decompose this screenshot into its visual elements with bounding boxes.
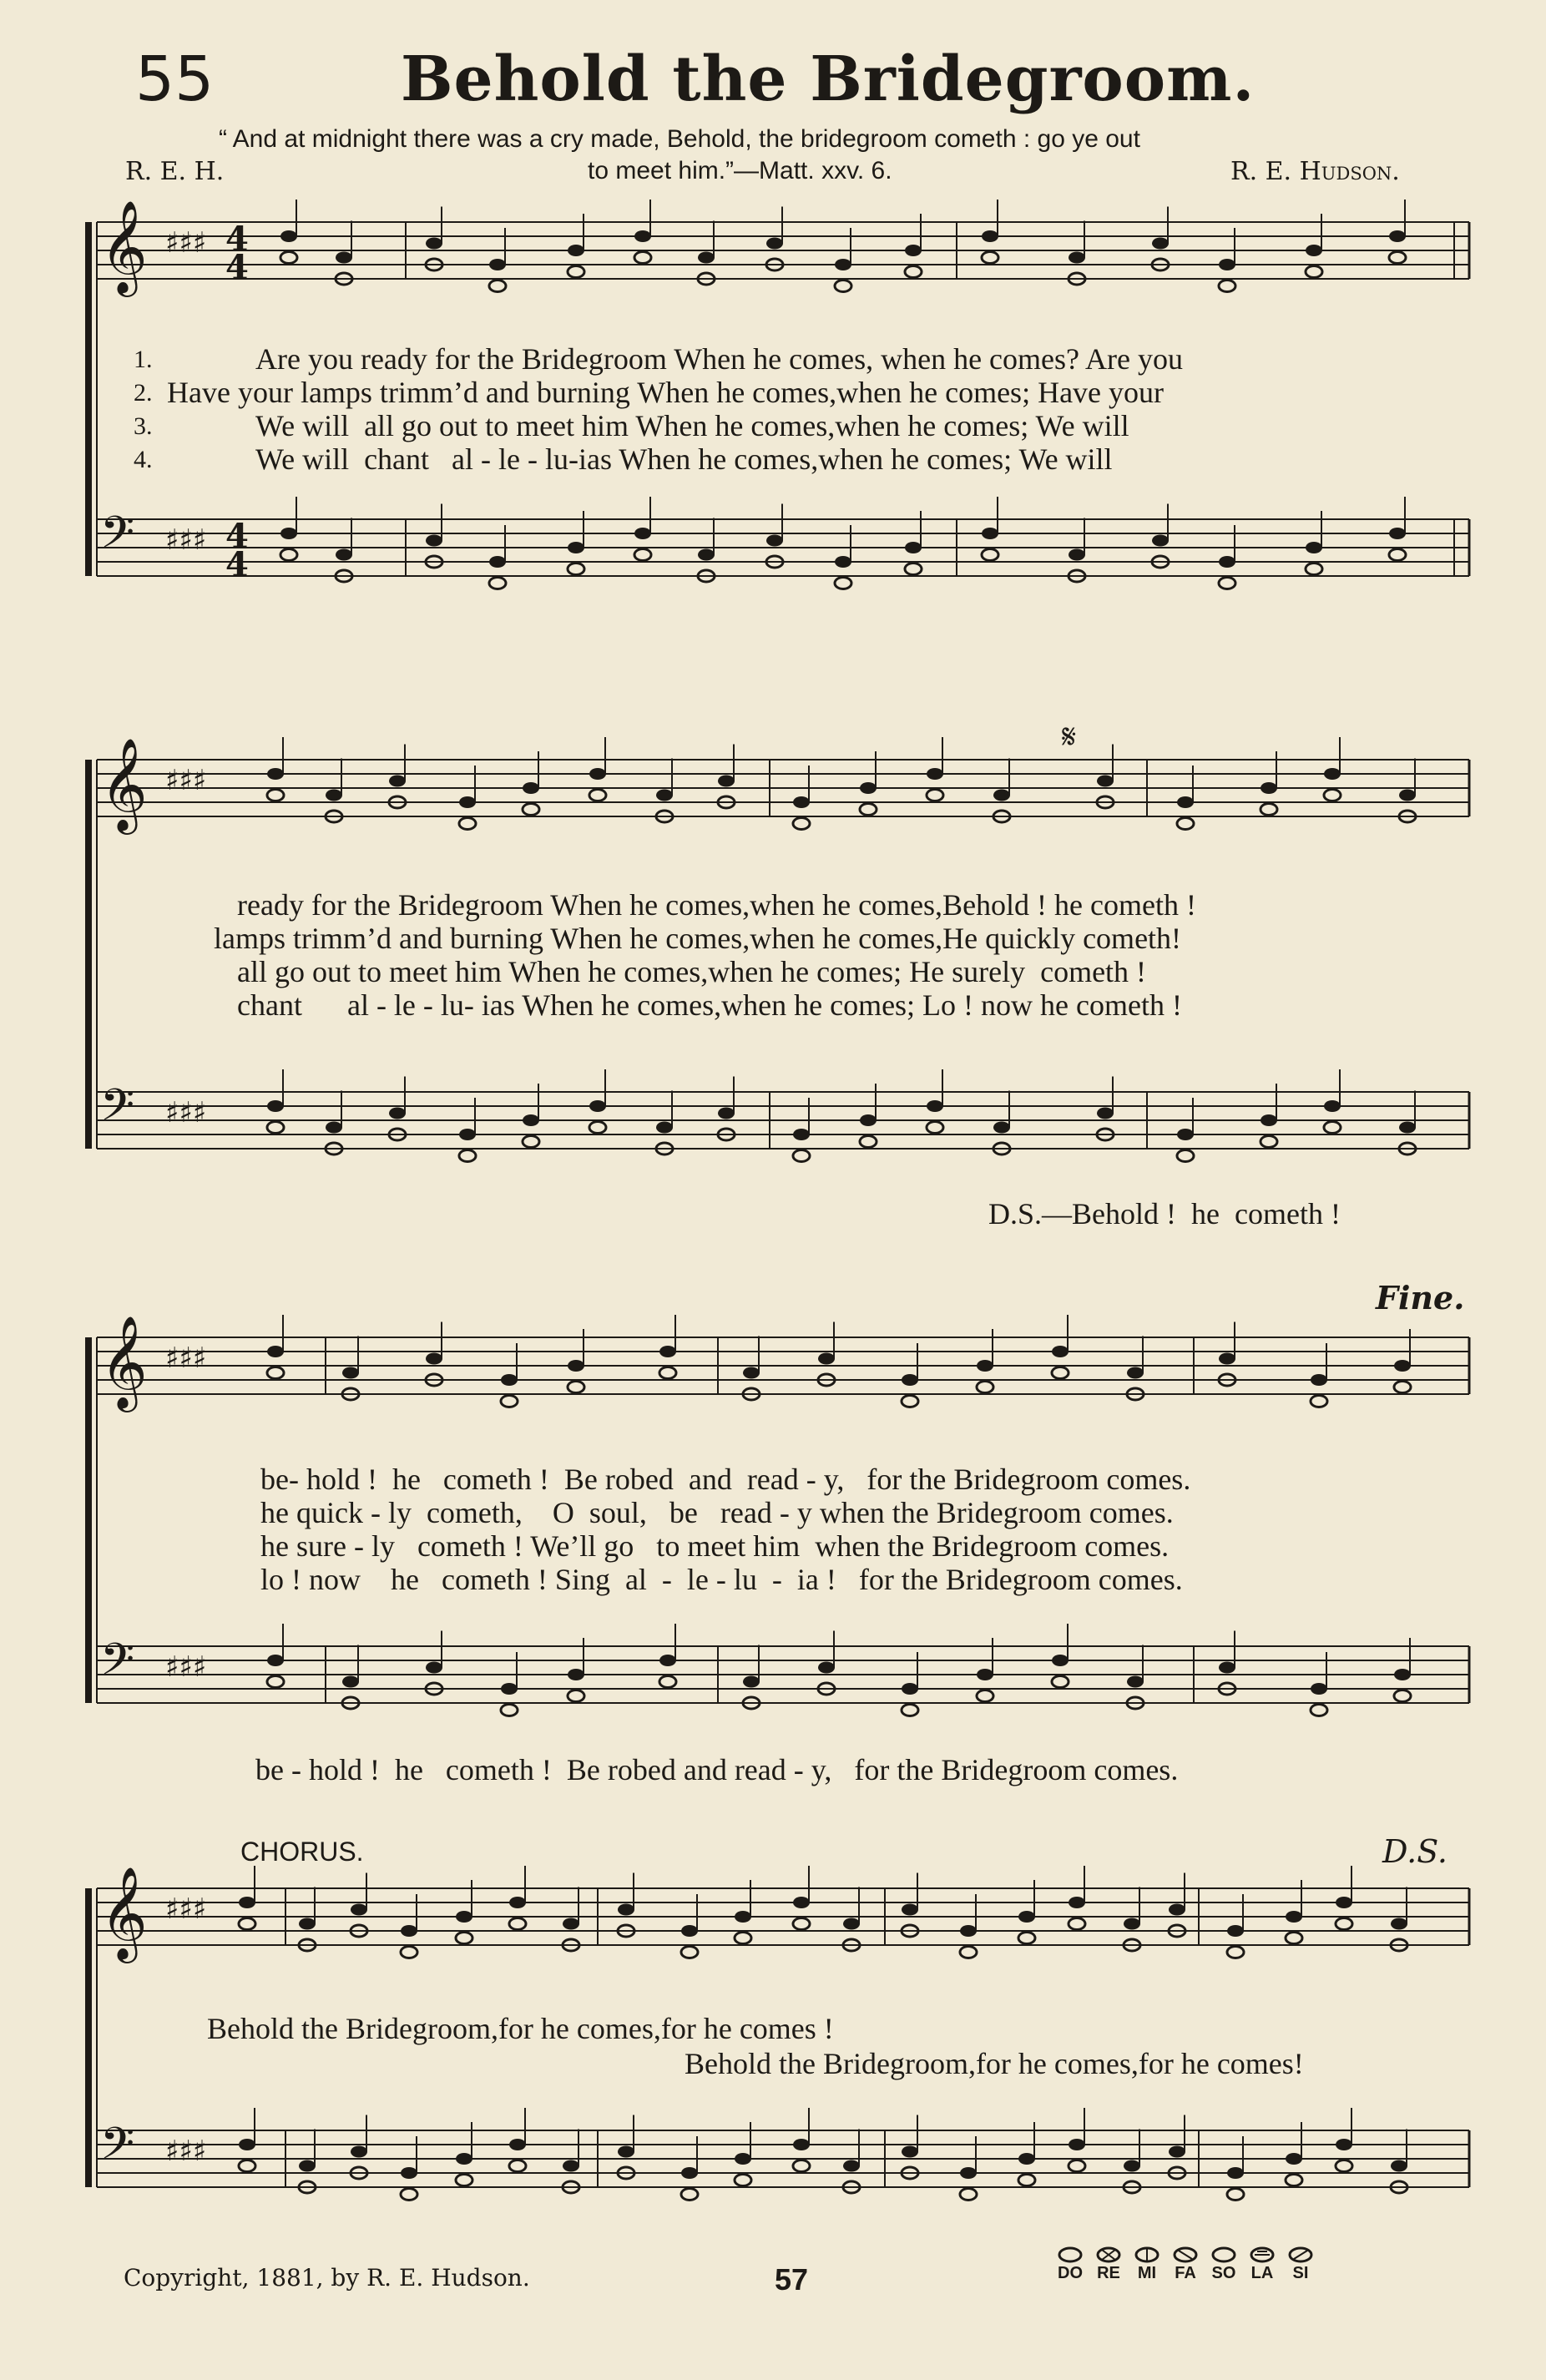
time-signature: 4 — [225, 545, 249, 584]
note-head — [589, 768, 606, 780]
note-head — [1219, 556, 1235, 568]
note-head — [743, 1676, 760, 1688]
note-head — [1311, 1396, 1327, 1407]
note-head — [459, 796, 476, 808]
note-head — [459, 1150, 476, 1162]
chorus-label: CHORUS. — [240, 1837, 364, 1867]
verse-line: We will chant al - le - lu-ias When he comes,when he comes; We will — [255, 442, 1113, 476]
note-head — [568, 245, 584, 256]
note-head — [766, 238, 783, 250]
dal-segno-marking: D.S. — [1382, 1833, 1447, 1870]
note-head — [1169, 2146, 1185, 2158]
note-head — [634, 528, 651, 539]
note-head — [982, 230, 998, 242]
note-head — [793, 1150, 810, 1162]
note-head — [1311, 1683, 1327, 1695]
note-head — [1311, 1705, 1327, 1716]
note-head — [659, 1655, 676, 1666]
note-head — [267, 1676, 284, 1688]
note-head — [681, 1925, 698, 1937]
hymn-title: Behold the Bridegroom. — [401, 43, 1255, 115]
epigraph-line: “ And at midnight there was a cry made, Behold, the bridegroom cometh : go ye out — [219, 125, 1140, 153]
note-head — [927, 1100, 943, 1112]
note-head — [993, 790, 1010, 801]
note-head — [1324, 768, 1341, 780]
note-head — [735, 2175, 751, 2186]
note-head — [1391, 2160, 1407, 2172]
note-head — [1286, 2153, 1302, 2165]
verse-number: 2. — [134, 379, 153, 407]
note-head — [1069, 252, 1085, 264]
note-head — [860, 1114, 877, 1126]
bass-clef-icon: 𝄢 — [100, 508, 135, 569]
note-head — [718, 1108, 735, 1119]
verse-line: he quick - ly cometh, O soul, be read - y when the Bridegroom comes. — [260, 1496, 1174, 1529]
time-signature: 4 — [225, 220, 249, 259]
note-head — [1336, 1918, 1352, 1930]
note-head — [1097, 1108, 1114, 1119]
note-head — [1069, 2139, 1085, 2150]
note-head — [793, 818, 810, 830]
lyricist-credit: R. E. H. — [125, 157, 225, 186]
note-head — [656, 790, 673, 801]
note-head — [1336, 2160, 1352, 2172]
note-head — [509, 1918, 526, 1930]
note-head — [982, 528, 998, 539]
note-head — [1391, 1918, 1407, 1930]
note-head — [1261, 1114, 1277, 1126]
verse-number: 4. — [134, 446, 153, 473]
note-head — [1306, 266, 1322, 278]
note-head — [1124, 1918, 1140, 1930]
note-head — [1219, 578, 1235, 589]
so-shape-icon — [1210, 2246, 1237, 2264]
note-head — [634, 252, 651, 264]
note-head — [860, 782, 877, 794]
note-head — [267, 1367, 284, 1379]
time-signature: 4 — [225, 248, 249, 287]
note-head — [843, 2160, 860, 2172]
shape-note-re — [1090, 2246, 1127, 2283]
note-head — [835, 280, 851, 292]
verse-line: be- hold ! he cometh ! Be robed and read - y, for the Bridegroom comes. — [260, 1463, 1191, 1496]
note-head — [977, 1360, 993, 1372]
note-head — [659, 1367, 676, 1379]
note-head — [401, 2189, 417, 2201]
note-head — [426, 535, 442, 547]
note-head — [618, 1904, 634, 1916]
note-head — [960, 1925, 977, 1937]
note-head — [389, 1108, 406, 1119]
note-head — [239, 2139, 255, 2150]
note-head — [1324, 1122, 1341, 1134]
note-head — [618, 2146, 634, 2158]
note-head — [589, 790, 606, 801]
key-signature-sharps: ♯♯♯ — [165, 226, 207, 260]
note-head — [1177, 796, 1194, 808]
note-head — [1219, 1353, 1235, 1365]
note-head — [793, 796, 810, 808]
note-head — [267, 1346, 284, 1357]
note-head — [743, 1367, 760, 1379]
shape-note-do — [1052, 2246, 1089, 2283]
note-head — [1219, 280, 1235, 292]
note-head — [835, 578, 851, 589]
note-head — [523, 782, 539, 794]
note-head — [280, 528, 297, 539]
fine-marking: Fine. — [1376, 1279, 1465, 1316]
note-head — [860, 1136, 877, 1148]
shape-note-label: FA — [1175, 2264, 1196, 2282]
time-signature: 4 — [225, 517, 249, 556]
note-head — [1227, 1947, 1244, 1958]
note-head — [523, 1136, 539, 1148]
verse-line: chant al - le - lu- ias When he comes,when he comes; Lo ! now he cometh ! — [237, 988, 1182, 1022]
bass-clef-icon: 𝄢 — [100, 1635, 135, 1696]
note-head — [1219, 259, 1235, 270]
shape-note-label: SO — [1211, 2264, 1236, 2282]
note-head — [456, 1911, 472, 1923]
note-head — [426, 1662, 442, 1674]
note-head — [1261, 782, 1277, 794]
key-signature-sharps: ♯♯♯ — [165, 1096, 207, 1129]
bass-clef-icon: 𝄢 — [100, 1080, 135, 1142]
note-head — [1052, 1676, 1069, 1688]
note-head — [326, 790, 342, 801]
note-head — [793, 1897, 810, 1908]
note-head — [1152, 535, 1169, 547]
note-head — [267, 1655, 284, 1666]
note-head — [523, 804, 539, 816]
note-head — [489, 556, 506, 568]
composer-credit: R. E. Hudson. — [1230, 157, 1400, 186]
bass-clef-icon: 𝄢 — [100, 2119, 135, 2180]
note-head — [239, 1918, 255, 1930]
note-head — [326, 1122, 342, 1134]
verse-line: Have your lamps trimm’d and burning When he comes,when he comes; Have your — [167, 376, 1165, 409]
treble-clef-icon: 𝄞 — [100, 200, 148, 293]
note-head — [1127, 1367, 1144, 1379]
note-head — [977, 1690, 993, 1702]
note-head — [1018, 1911, 1035, 1923]
note-head — [1336, 1897, 1352, 1908]
dal-segno-lyric: be - hold ! he cometh ! Be robed and read - y, for the Bridegroom comes. — [255, 1753, 1179, 1786]
note-head — [1018, 1933, 1035, 1944]
note-head — [902, 2146, 918, 2158]
note-head — [843, 1918, 860, 1930]
note-head — [1124, 2160, 1140, 2172]
key-signature-sharps: ♯♯♯ — [165, 1342, 207, 1375]
note-head — [299, 2160, 316, 2172]
note-head — [905, 542, 922, 553]
note-head — [1389, 528, 1406, 539]
chorus-lyric-line: Behold the Bridegroom,for he comes,for he comes ! — [207, 2012, 834, 2045]
note-head — [568, 542, 584, 553]
page-number: 57 — [775, 2262, 809, 2297]
note-head — [960, 1947, 977, 1958]
note-head — [1261, 1136, 1277, 1148]
note-head — [1286, 1911, 1302, 1923]
note-head — [835, 259, 851, 270]
note-head — [280, 252, 297, 264]
note-head — [456, 2153, 472, 2165]
verse-line: all go out to meet him When he comes,when he comes; He surely cometh ! — [237, 955, 1147, 988]
note-head — [718, 776, 735, 787]
note-head — [1227, 1925, 1244, 1937]
shape-note-fa — [1167, 2246, 1204, 2283]
note-head — [389, 776, 406, 787]
note-head — [681, 1947, 698, 1958]
note-head — [456, 1933, 472, 1944]
note-head — [1261, 804, 1277, 816]
note-head — [927, 790, 943, 801]
note-head — [735, 1933, 751, 1944]
note-head — [426, 1353, 442, 1365]
note-head — [351, 1904, 367, 1916]
note-head — [239, 2160, 255, 2172]
note-head — [1306, 245, 1322, 256]
note-head — [267, 1100, 284, 1112]
note-head — [568, 1382, 584, 1393]
note-head — [1018, 2175, 1035, 2186]
la-shape-icon — [1249, 2246, 1276, 2264]
note-head — [589, 1100, 606, 1112]
note-head — [1306, 542, 1322, 553]
note-head — [336, 252, 352, 264]
note-head — [501, 1683, 518, 1695]
key-signature-sharps: ♯♯♯ — [165, 764, 207, 797]
note-head — [977, 1669, 993, 1680]
note-head — [860, 804, 877, 816]
shape-note-la — [1244, 2246, 1281, 2283]
note-head — [568, 266, 584, 278]
note-head — [1052, 1367, 1069, 1379]
note-head — [905, 266, 922, 278]
note-head — [280, 549, 297, 561]
treble-clef-icon: 𝄞 — [100, 737, 148, 831]
note-head — [1069, 2160, 1085, 2172]
note-head — [501, 1396, 518, 1407]
verse-line: We will all go out to meet him When he comes,when he comes; We will — [255, 409, 1129, 442]
treble-clef-icon: 𝄞 — [100, 1866, 148, 1959]
note-head — [835, 556, 851, 568]
key-signature-sharps: ♯♯♯ — [165, 2135, 207, 2168]
note-head — [735, 1911, 751, 1923]
copyright-notice: Copyright, 1881, by R. E. Hudson. — [124, 2264, 530, 2292]
note-head — [1052, 1346, 1069, 1357]
note-head — [523, 1114, 539, 1126]
note-head — [766, 535, 783, 547]
note-head — [1286, 2175, 1302, 2186]
note-head — [299, 1918, 316, 1930]
note-head — [456, 2175, 472, 2186]
note-head — [1177, 1150, 1194, 1162]
note-head — [1324, 790, 1341, 801]
note-head — [793, 2160, 810, 2172]
note-head — [960, 2189, 977, 2201]
epigraph-line: to meet him.”—Matt. xxv. 6. — [588, 157, 892, 184]
re-shape-icon — [1095, 2246, 1122, 2264]
note-head — [902, 1705, 918, 1716]
note-head — [1324, 1100, 1341, 1112]
note-head — [982, 549, 998, 561]
note-head — [489, 578, 506, 589]
shape-note-label: RE — [1097, 2264, 1120, 2282]
note-head — [1069, 1918, 1085, 1930]
si-shape-icon — [1287, 2246, 1314, 2264]
note-head — [459, 818, 476, 830]
note-head — [902, 1374, 918, 1386]
note-head — [1127, 1676, 1144, 1688]
shape-note-label: SI — [1292, 2264, 1309, 2282]
note-head — [1399, 790, 1416, 801]
note-head — [509, 1897, 526, 1908]
note-head — [818, 1662, 835, 1674]
note-head — [501, 1705, 518, 1716]
fa-shape-icon — [1172, 2246, 1199, 2264]
note-head — [401, 1947, 417, 1958]
note-head — [905, 245, 922, 256]
note-head — [1227, 2189, 1244, 2201]
verse-line: Are you ready for the Bridegroom When he comes, when he comes? Are you — [255, 342, 1183, 376]
note-head — [1018, 2153, 1035, 2165]
note-head — [977, 1382, 993, 1393]
note-head — [698, 252, 715, 264]
note-head — [982, 252, 998, 264]
note-head — [280, 230, 297, 242]
note-head — [459, 1129, 476, 1140]
note-head — [336, 549, 352, 561]
note-head — [509, 2139, 526, 2150]
note-head — [1394, 1382, 1411, 1393]
note-head — [960, 2167, 977, 2179]
note-head — [1389, 230, 1406, 242]
note-head — [1152, 238, 1169, 250]
shape-note-label: LA — [1250, 2264, 1274, 2282]
note-head — [489, 259, 506, 270]
segno-icon: 𝄋 — [1062, 718, 1077, 756]
mi-shape-icon — [1134, 2246, 1160, 2264]
note-head — [489, 280, 506, 292]
note-head — [426, 238, 442, 250]
do-shape-icon — [1057, 2246, 1084, 2264]
note-head — [818, 1353, 835, 1365]
note-head — [568, 1360, 584, 1372]
note-head — [1394, 1360, 1411, 1372]
chorus-lyric-line: Behold the Bridegroom,for he comes,for he comes! — [685, 2047, 1304, 2080]
note-head — [1069, 1897, 1085, 1908]
hymn-number: 55 — [135, 43, 215, 115]
note-head — [1227, 2167, 1244, 2179]
note-head — [1069, 549, 1085, 561]
note-head — [1389, 252, 1406, 264]
note-head — [568, 1690, 584, 1702]
verse-number: 3. — [134, 412, 153, 440]
dal-segno-lyric: D.S.—Behold ! he cometh ! — [988, 1197, 1341, 1230]
note-head — [239, 1897, 255, 1908]
note-head — [1219, 1662, 1235, 1674]
note-head — [563, 1918, 579, 1930]
note-head — [735, 2153, 751, 2165]
note-head — [634, 230, 651, 242]
note-head — [342, 1676, 359, 1688]
key-signature-sharps: ♯♯♯ — [165, 523, 207, 557]
key-signature-sharps: ♯♯♯ — [165, 1650, 207, 1684]
key-signature-sharps: ♯♯♯ — [165, 1892, 207, 1926]
note-head — [568, 563, 584, 575]
note-head — [342, 1367, 359, 1379]
note-head — [902, 1396, 918, 1407]
note-head — [1311, 1374, 1327, 1386]
note-head — [1306, 563, 1322, 575]
note-head — [1097, 776, 1114, 787]
note-head — [681, 2167, 698, 2179]
note-head — [1394, 1669, 1411, 1680]
note-head — [698, 549, 715, 561]
note-head — [568, 1669, 584, 1680]
shape-note-so — [1205, 2246, 1242, 2283]
note-head — [351, 2146, 367, 2158]
shape-note-label: DO — [1058, 2264, 1083, 2282]
note-head — [563, 2160, 579, 2172]
verse-line: lo ! now he cometh ! Sing al - le - lu - ia ! for the Bridegroom comes. — [260, 1563, 1183, 1596]
note-head — [589, 1122, 606, 1134]
note-head — [1052, 1655, 1069, 1666]
note-head — [267, 768, 284, 780]
note-head — [1169, 1904, 1185, 1916]
note-head — [1177, 818, 1194, 830]
note-head — [401, 1925, 417, 1937]
shape-note-mi — [1129, 2246, 1165, 2283]
note-head — [1336, 2139, 1352, 2150]
note-head — [902, 1904, 918, 1916]
note-head — [267, 1122, 284, 1134]
shape-note-label: MI — [1137, 2264, 1157, 2282]
verse-line: he sure - ly cometh ! We’ll go to meet him when the Bridegroom comes. — [260, 1529, 1170, 1563]
note-head — [905, 563, 922, 575]
note-head — [927, 1122, 943, 1134]
note-head — [659, 1676, 676, 1688]
note-head — [927, 768, 943, 780]
note-head — [509, 2160, 526, 2172]
note-head — [681, 2189, 698, 2201]
note-head — [1399, 1122, 1416, 1134]
verse-number: 1. — [134, 346, 153, 373]
note-head — [793, 1129, 810, 1140]
note-head — [656, 1122, 673, 1134]
note-head — [659, 1346, 676, 1357]
note-head — [902, 1683, 918, 1695]
verse-line: lamps trimm’d and burning When he comes,when he comes,He quickly cometh! — [214, 922, 1182, 955]
note-head — [993, 1122, 1010, 1134]
note-head — [1394, 1690, 1411, 1702]
note-head — [793, 1918, 810, 1930]
verse-line: ready for the Bridegroom When he comes,when he comes,Behold ! he cometh ! — [237, 888, 1196, 922]
note-head — [501, 1374, 518, 1386]
note-head — [1286, 1933, 1302, 1944]
note-head — [267, 790, 284, 801]
note-head — [1177, 1129, 1194, 1140]
note-head — [634, 549, 651, 561]
note-head — [1389, 549, 1406, 561]
treble-clef-icon: 𝄞 — [100, 1315, 148, 1408]
note-head — [401, 2167, 417, 2179]
note-head — [793, 2139, 810, 2150]
shape-note-si — [1282, 2246, 1319, 2283]
